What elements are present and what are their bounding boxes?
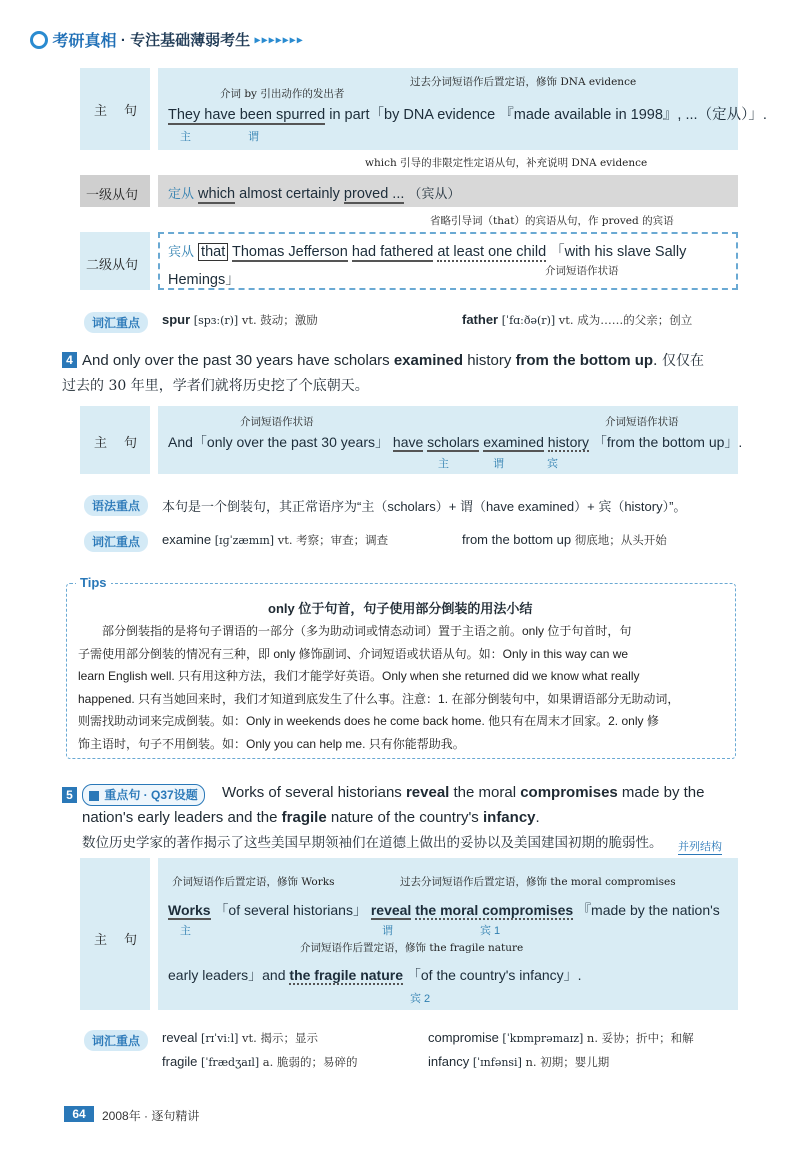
vocab-infancy — [428, 1054, 609, 1070]
level2-child: at least one child — [437, 244, 547, 260]
s5-part-j: . — [535, 809, 540, 826]
s4-subject-mark: 主 — [438, 458, 449, 470]
tips-title: only 位于句首，句子使用部分倒装的用法小结 — [268, 601, 533, 616]
s5-sentence-line1 — [168, 900, 720, 920]
main-clause-sentence — [168, 103, 767, 124]
header — [30, 28, 304, 54]
s5-reveal: reveal — [405, 784, 450, 801]
phonetic-reveal: [rɪˈviːl] — [201, 1032, 239, 1045]
word-reveal: reveal — [162, 1030, 198, 1045]
s4-bottom-up: from the bottom up — [515, 352, 654, 369]
s5-phrase-of: 「of several historians」 — [214, 902, 367, 918]
phrase-end: ...（定从）」. — [685, 107, 767, 123]
annotation-prep-adverbial: 介词短语作状语 — [545, 265, 619, 277]
s5-phrase-made: 『made by the nation's — [577, 902, 720, 918]
s5-part-h: nature of the country's — [326, 809, 483, 826]
s4-phrase-from: 「from the bottom up」. — [592, 434, 743, 450]
phrase-made-available: 『made available in 1998』, — [499, 107, 682, 123]
level2-had-fathered: had fathered — [351, 244, 434, 260]
sentence-5-chinese: 数位历史学家的著作揭示了这些美国早期领袖们在道德上做出的妥协以及美国建国初期的脆弱性。 — [82, 835, 663, 851]
s4-annotation-left: 介词短语作状语 — [240, 416, 314, 428]
vocab-tag-3: 词汇重点 — [84, 1030, 148, 1051]
phrase-they-have-been-spurred: They have been spurred — [168, 107, 326, 123]
level2-thomas-jefferson: Thomas Jefferson — [232, 244, 348, 260]
level1-mid: almost certainly — [239, 186, 340, 202]
level1-sentence — [168, 183, 460, 202]
tips-line: learn English well. 只有用这种方法，我们才能学好英语。Only when she returned did we know what really — [78, 669, 640, 683]
definition-compromise: n. 妥协；折中；和解 — [586, 1031, 694, 1045]
s4-part5: . 仅仅在 — [653, 353, 704, 369]
level2-with: 「with his slave Sally — [550, 244, 687, 260]
s5-annotation-works: 介词短语作后置定语，修饰 Works — [172, 876, 335, 888]
grammar-tag: 语法重点 — [84, 495, 148, 516]
definition-father: vt. 成为……的父亲；创立 — [558, 313, 693, 327]
sentence-4-number: 4 — [62, 352, 77, 368]
s5-phrase-moral: the moral compromises — [415, 902, 574, 918]
grammar-note: 本句是一个倒装句，其正常语序为“主（scholars）+ 谓（have examined）+ 宾（history）”。 — [162, 499, 687, 514]
vocab-fragile — [162, 1054, 357, 1070]
vocab-compromise — [428, 1030, 694, 1046]
s4-phrase-scholars: scholars — [427, 434, 480, 450]
phonetic-examine: [ɪɡˈzæmɪn] — [214, 534, 275, 547]
word-fragile: fragile — [162, 1054, 198, 1069]
s5-annotation-compromises: 过去分词短语作后置定语，修饰 the moral compromises — [400, 876, 676, 888]
definition-from-bottom-up: 彻底地；从头开始 — [574, 533, 667, 547]
level1-end: （宾从） — [408, 186, 461, 201]
annotation-by: 介词 by 引出动作的发出者 — [220, 88, 345, 100]
s5-phrase-country: 「of the country's infancy」. — [406, 967, 582, 983]
tips-line: 子需使用部分倒装的情况有三种，即 only 修饰副词、介词短语或状语从句。如：Only in this way can we — [78, 646, 629, 661]
s4-predicate-mark: 谓 — [493, 458, 504, 470]
tips-body — [78, 620, 724, 755]
key-sentence-tag — [82, 784, 205, 806]
tips-line: 则需找助动词来完成倒装。如：Only in weekends does he come back home. 他只有在周末才回家。2. only 修 — [78, 714, 659, 728]
level2-hemings: Hemings」 — [168, 272, 240, 288]
level2-tag: 宾从 — [168, 244, 195, 259]
s4-annotation-right: 介词短语作状语 — [605, 416, 679, 428]
vocab-tag-1: 词汇重点 — [84, 312, 148, 333]
level2-label: 二级从句 — [86, 257, 139, 272]
s4-phrase-history: history — [547, 434, 590, 450]
phonetic-spur: [spɜː(r)] — [193, 314, 239, 327]
phonetic-father: [ˈfɑːðə(r)] — [501, 314, 556, 327]
search-logo-icon — [30, 31, 48, 49]
vocab-father — [462, 312, 692, 328]
s5-part-a: Works of several historians — [222, 784, 406, 801]
s5-subject-mark: 主 — [180, 925, 191, 937]
word-from-bottom-up: from the bottom up — [462, 532, 572, 547]
vocab-examine — [162, 532, 388, 548]
s5-object2-mark: 宾 2 — [410, 993, 431, 1005]
s5-part-c: the moral — [449, 784, 521, 801]
key-sentence-label: 重点句 · Q37设题 — [104, 788, 198, 802]
tips-line: 部分倒装指的是将句子谓语的一部分（多为助动词或情态动词）置于主语之前。only 位于句首时，句 — [102, 624, 632, 638]
annotation-past-participle: 过去分词短语作后置定语，修饰 DNA evidence — [410, 76, 637, 88]
s4-examined: examined — [393, 352, 464, 369]
header-brand: 考研真相 — [52, 33, 117, 50]
parallel-structure-label: 并列结构 — [678, 838, 722, 855]
definition-spur: vt. 鼓动；激励 — [241, 313, 318, 327]
s5-annotation-fragile: 介词短语作后置定语，修饰 the fragile nature — [300, 942, 524, 954]
word-examine: examine — [162, 532, 212, 547]
s5-part-f: nation's early leaders and the — [82, 809, 282, 826]
vocab-from-bottom-up — [462, 532, 667, 548]
s4-phrase-have: have — [392, 434, 424, 450]
s5-infancy: infancy — [482, 809, 536, 826]
phonetic-fragile: [ˈfrædʒaɪl] — [201, 1056, 260, 1069]
definition-examine: vt. 考察；审查；调查 — [277, 533, 389, 547]
phonetic-infancy: [ˈɪnfənsi] — [472, 1056, 522, 1069]
vocab-tag-2: 词汇重点 — [84, 531, 148, 552]
word-father: father — [462, 312, 499, 327]
level1-label: 一级从句 — [86, 187, 139, 202]
footer-text: 2008年 · 逐句精讲 — [102, 1109, 200, 1123]
sentence-5-number: 5 — [62, 787, 77, 803]
tips-line: happened. 只有当她回来时，我们才知道到底发生了什么事。注意：1. 在部分倒装句中，如果谓语部分无助动词， — [78, 691, 680, 706]
word-infancy: infancy — [428, 1054, 470, 1069]
s5-phrase-early: early leaders」and — [168, 967, 286, 983]
s5-compromises: compromises — [520, 784, 618, 801]
vocab-reveal — [162, 1030, 318, 1046]
level2-that: that — [198, 243, 228, 261]
sentence-5-english-line2 — [82, 809, 540, 826]
phonetic-compromise: [ˈkɒmprəmaɪz] — [502, 1032, 584, 1045]
definition-fragile: a. 脆弱的；易碎的 — [262, 1055, 358, 1069]
phrase-in-part-by: in part「by DNA evidence — [329, 107, 496, 123]
s4-phrase-examined: examined — [483, 434, 544, 450]
s5-object1-mark: 宾 1 — [480, 925, 501, 937]
level1-tag: 定从 — [168, 186, 195, 201]
flag-icon — [89, 791, 99, 801]
word-compromise: compromise — [428, 1030, 499, 1045]
level1-proved: proved ... — [343, 186, 405, 202]
sentence-4-english — [82, 350, 704, 370]
s5-phrase-works: Works — [168, 902, 211, 918]
s5-predicate-mark: 谓 — [382, 925, 393, 937]
s4-sentence — [168, 432, 742, 452]
page-number: 64 — [64, 1106, 94, 1122]
vocab-spur — [162, 312, 318, 328]
main-clause-label: 主 句 — [94, 103, 140, 118]
header-tagline: · 专注基础薄弱考生 — [120, 32, 251, 49]
s4-object-mark: 宾 — [547, 458, 558, 470]
header-arrows: ▸▸▸▸▸▸▸ — [254, 32, 304, 47]
sentence-4-chinese: 过去的 30 年里，学者们就将历史挖了个底朝天。 — [62, 378, 369, 394]
s4-phrase-and: And「only over the past 30 years」 — [168, 434, 390, 450]
level1-which: which — [198, 186, 236, 202]
s5-part-e: made by the — [617, 784, 705, 801]
definition-infancy: n. 初期；婴儿期 — [525, 1055, 610, 1069]
word-spur: spur — [162, 312, 191, 327]
definition-reveal: vt. 揭示；显示 — [242, 1031, 318, 1045]
s5-phrase-fragile: the fragile nature — [289, 967, 403, 983]
s5-phrase-reveal: reveal — [370, 902, 412, 918]
predicate-mark: 谓 — [248, 131, 259, 143]
s5-label: 主 句 — [94, 932, 140, 947]
annotation-omit: 省略引导词（that）的宾语从句，作 proved 的宾语 — [430, 215, 674, 227]
tips-line: 饰主语时，句子不用倒装。如：Only you can help me. 只有你能帮助我。 — [78, 736, 465, 751]
s5-fragile: fragile — [281, 809, 327, 826]
s5-sentence-line2 — [168, 965, 582, 985]
tips-label: Tips — [76, 575, 111, 590]
sentence-5-english-line1 — [222, 784, 704, 801]
s4-part1: And only over the past 30 years have scholars — [82, 352, 394, 369]
subject-mark: 主 — [180, 131, 191, 143]
annotation-which: which 引导的非限定性定语从句，补充说明 DNA evidence — [365, 157, 648, 169]
s4-part3: history — [463, 352, 516, 369]
s4-label: 主 句 — [94, 435, 140, 450]
level2-sentence — [168, 240, 686, 261]
